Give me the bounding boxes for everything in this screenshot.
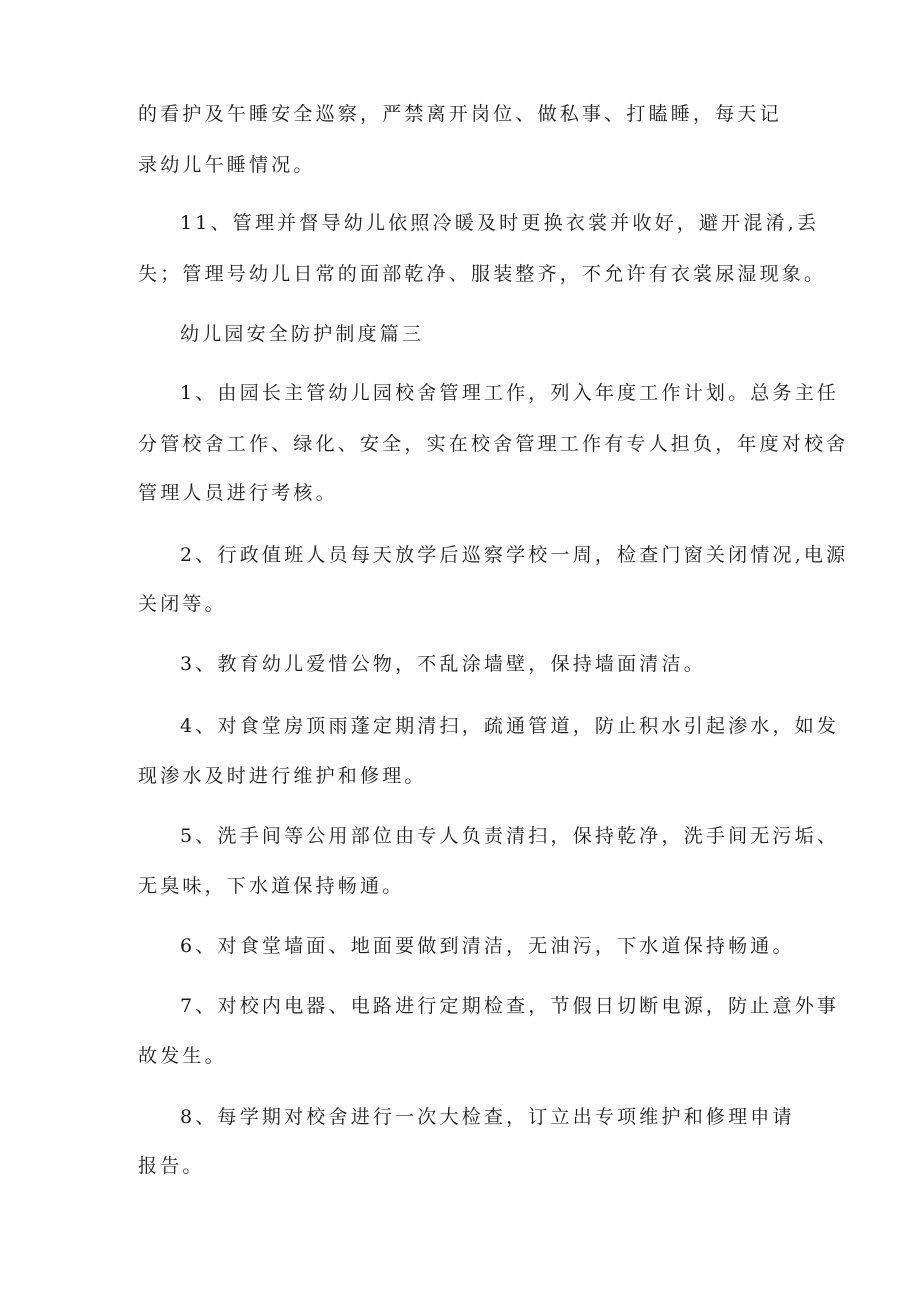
paragraph-line: 5、洗手间等公用部位由专人负责清扫，保持乾净，洗手间无污垢、: [180, 825, 840, 847]
paragraph-line: 2、行政值班人员每天放学后巡察学校一周，检查门窗关闭情况,电源: [180, 544, 849, 566]
paragraph-line: 6、对食堂墙面、地面要做到清洁，无油污，下水道保持畅通。: [180, 935, 795, 957]
paragraph-line: 7、对校内电器、电路进行定期检查，节假日切断电源，防止意外事: [180, 995, 840, 1017]
paragraph-line: 失；管理号幼儿日常的面部乾净、服装整齐，不允许有衣裳尿湿现象。: [138, 263, 827, 285]
paragraph-line: 的看护及午睡安全巡察，严禁离开岗位、做私事、打瞌睡，每天记: [138, 103, 782, 125]
paragraph-line: 4、对食堂房顶雨蓬定期清扫，疏通管道，防止积水引起渗水，如发: [180, 715, 840, 737]
paragraph-line: 8、每学期对校舍进行一次大检查，订立出专项维护和修理申请: [180, 1106, 795, 1128]
paragraph-line: 故发生。: [138, 1045, 227, 1067]
paragraph-line: 现渗水及时进行维护和修理。: [138, 765, 427, 787]
paragraph-line: 无臭味，下水道保持畅通。: [138, 875, 405, 897]
paragraph-line: 关闭等。: [138, 593, 227, 615]
paragraph-line: 1、由园长主管幼儿园校舍管理工作，列入年度工作计划。总务主任: [180, 382, 840, 404]
paragraph-line: 分管校舍工作、绿化、安全，实在校舍管理工作有专人担负，年度对校舍: [138, 433, 849, 455]
paragraph-line: 报告。: [138, 1155, 205, 1177]
section-heading: 幼儿园安全防护制度篇三: [180, 323, 425, 345]
paragraph-line: 11、管理并督导幼儿依照冷暖及时更换衣裳并收好，避开混淆,丢: [180, 212, 820, 234]
paragraph-line: 3、教育幼儿爱惜公物，不乱涂墙壁，保持墙面清洁。: [180, 653, 706, 675]
paragraph-line: 管理人员进行考核。: [138, 482, 338, 504]
paragraph-line: 录幼儿午睡情况。: [138, 154, 316, 176]
